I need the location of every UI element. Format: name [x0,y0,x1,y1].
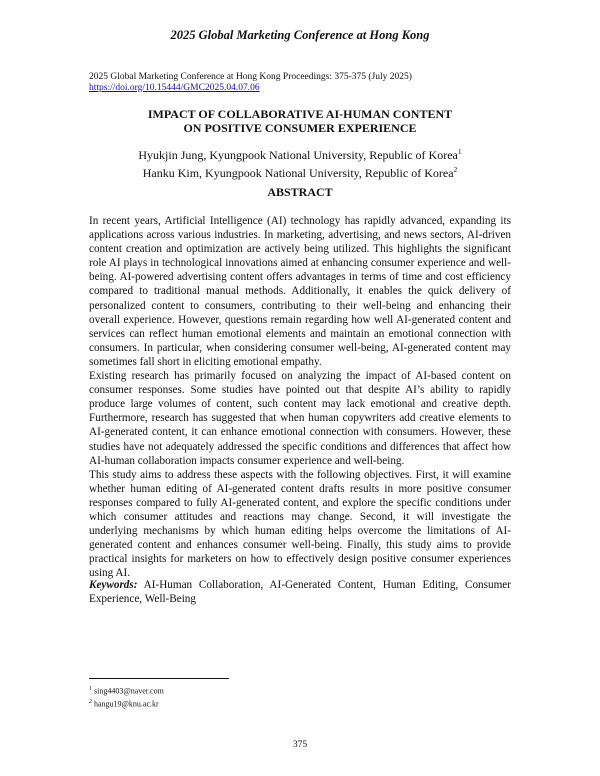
keywords-text: AI-Human Collaboration, AI-Generated Content, Human Editing, Consumer Experience, Well-Being [89,579,511,606]
footnote-2: $^2$ hangu19@knu.ac.kr [89,699,159,709]
footnote-divider [89,678,229,679]
paper-title [0,107,600,135]
title-line-2: ON POSITIVE CONSUMER EXPERIENCE [183,121,417,135]
running-head: 2025 Global Marketing Conference at Hong Kong [170,28,430,42]
abstract-paragraph-3: This study aims to address these aspects with the following objectives. First, it will examine whether human editing of AI-generated content drafts results in more positive consumer responses compared to fully AI-generated content, and explore the specific conditions under which consumer attitudes and reactions may change. Second, it will investigate the underlying mechanisms by which human editing helps overcome the limitations of AI-generated content and enhances consumer well-being. Finally, this study aims to provide practical insights for marketers on how to effectively design positive consumer experiences using AI. [89,468,511,580]
abstract-heading: ABSTRACT [267,185,333,199]
author-list [0,145,600,180]
keywords [89,578,511,606]
abstract-paragraph-1: In recent years, Artificial Intelligence (AI) technology has rapidly advanced, expanding its applications across various industries. In marketing, advertising, and news sectors, AI-driven content creation and optimization are actively being utilized. This highlights the significant role AI plays in technological innovations aimed at enhancing consumer experience and well-being. AI-powered advertising content offers advantages in terms of time and cost efficiency compared to traditional manual methods. Additionally, it enables the quick delivery of personalized content to consumers, contributing to their well-being and enhancing their overall experience. However, questions remain regarding how well AI-generated content and services can reflect human emotional elements and maintain an emotional connection with consumers. In particular, when considering consumer well-being, AI-generated content may sometimes fall short in eliciting emotional empathy. [89,215,511,368]
abstract-paragraph-2: Existing research has primarily focused on analyzing the impact of AI-based content on consumer responses. Some studies have pointed out that despite AI’s ability to rapidly produce large volumes of content, such content may lack emotional and creative depth. Furthermore, research has suggested that when human copywriters add creative elements to AI-generated content, it can enhance emotional connection with consumers. However, these studies have not adequately addressed the specific conditions and differences that affect how AI-human collaboration impacts consumer experience and well-being. [89,370,511,467]
keywords-label: Keywords: [89,579,138,591]
footnote-2-email: hangu19@knu.ac.kr [94,699,159,709]
title-line-1: IMPACT OF COLLABORATIVE AI-HUMAN CONTENT [147,107,453,121]
proceedings-line: 2025 Global Marketing Conference at Hong Kong Proceedings: 375-375 (July 2025) [89,72,412,82]
doi-link[interactable]: https://doi.org/10.15444/GMC2025.04.07.06 [89,83,260,93]
proceedings-info [89,72,412,94]
author-2-footnote-mark: 2 [453,164,458,174]
author-2: Hanku Kim, Kyungpook National University, Republic of Korea$^2$ [142,164,458,180]
footnotes [89,684,164,710]
page-number: 375 [292,740,308,750]
abstract-body [89,214,511,580]
footnote-1-email: sing4403@naver.com [94,686,164,696]
footnote-1: $^1$ sing4403@naver.com [89,686,164,696]
author-1: Hyukjin Jung, Kyungpook National University, Republic of Korea$^1$ [138,147,462,162]
author-1-footnote-mark: 1 [457,147,462,156]
